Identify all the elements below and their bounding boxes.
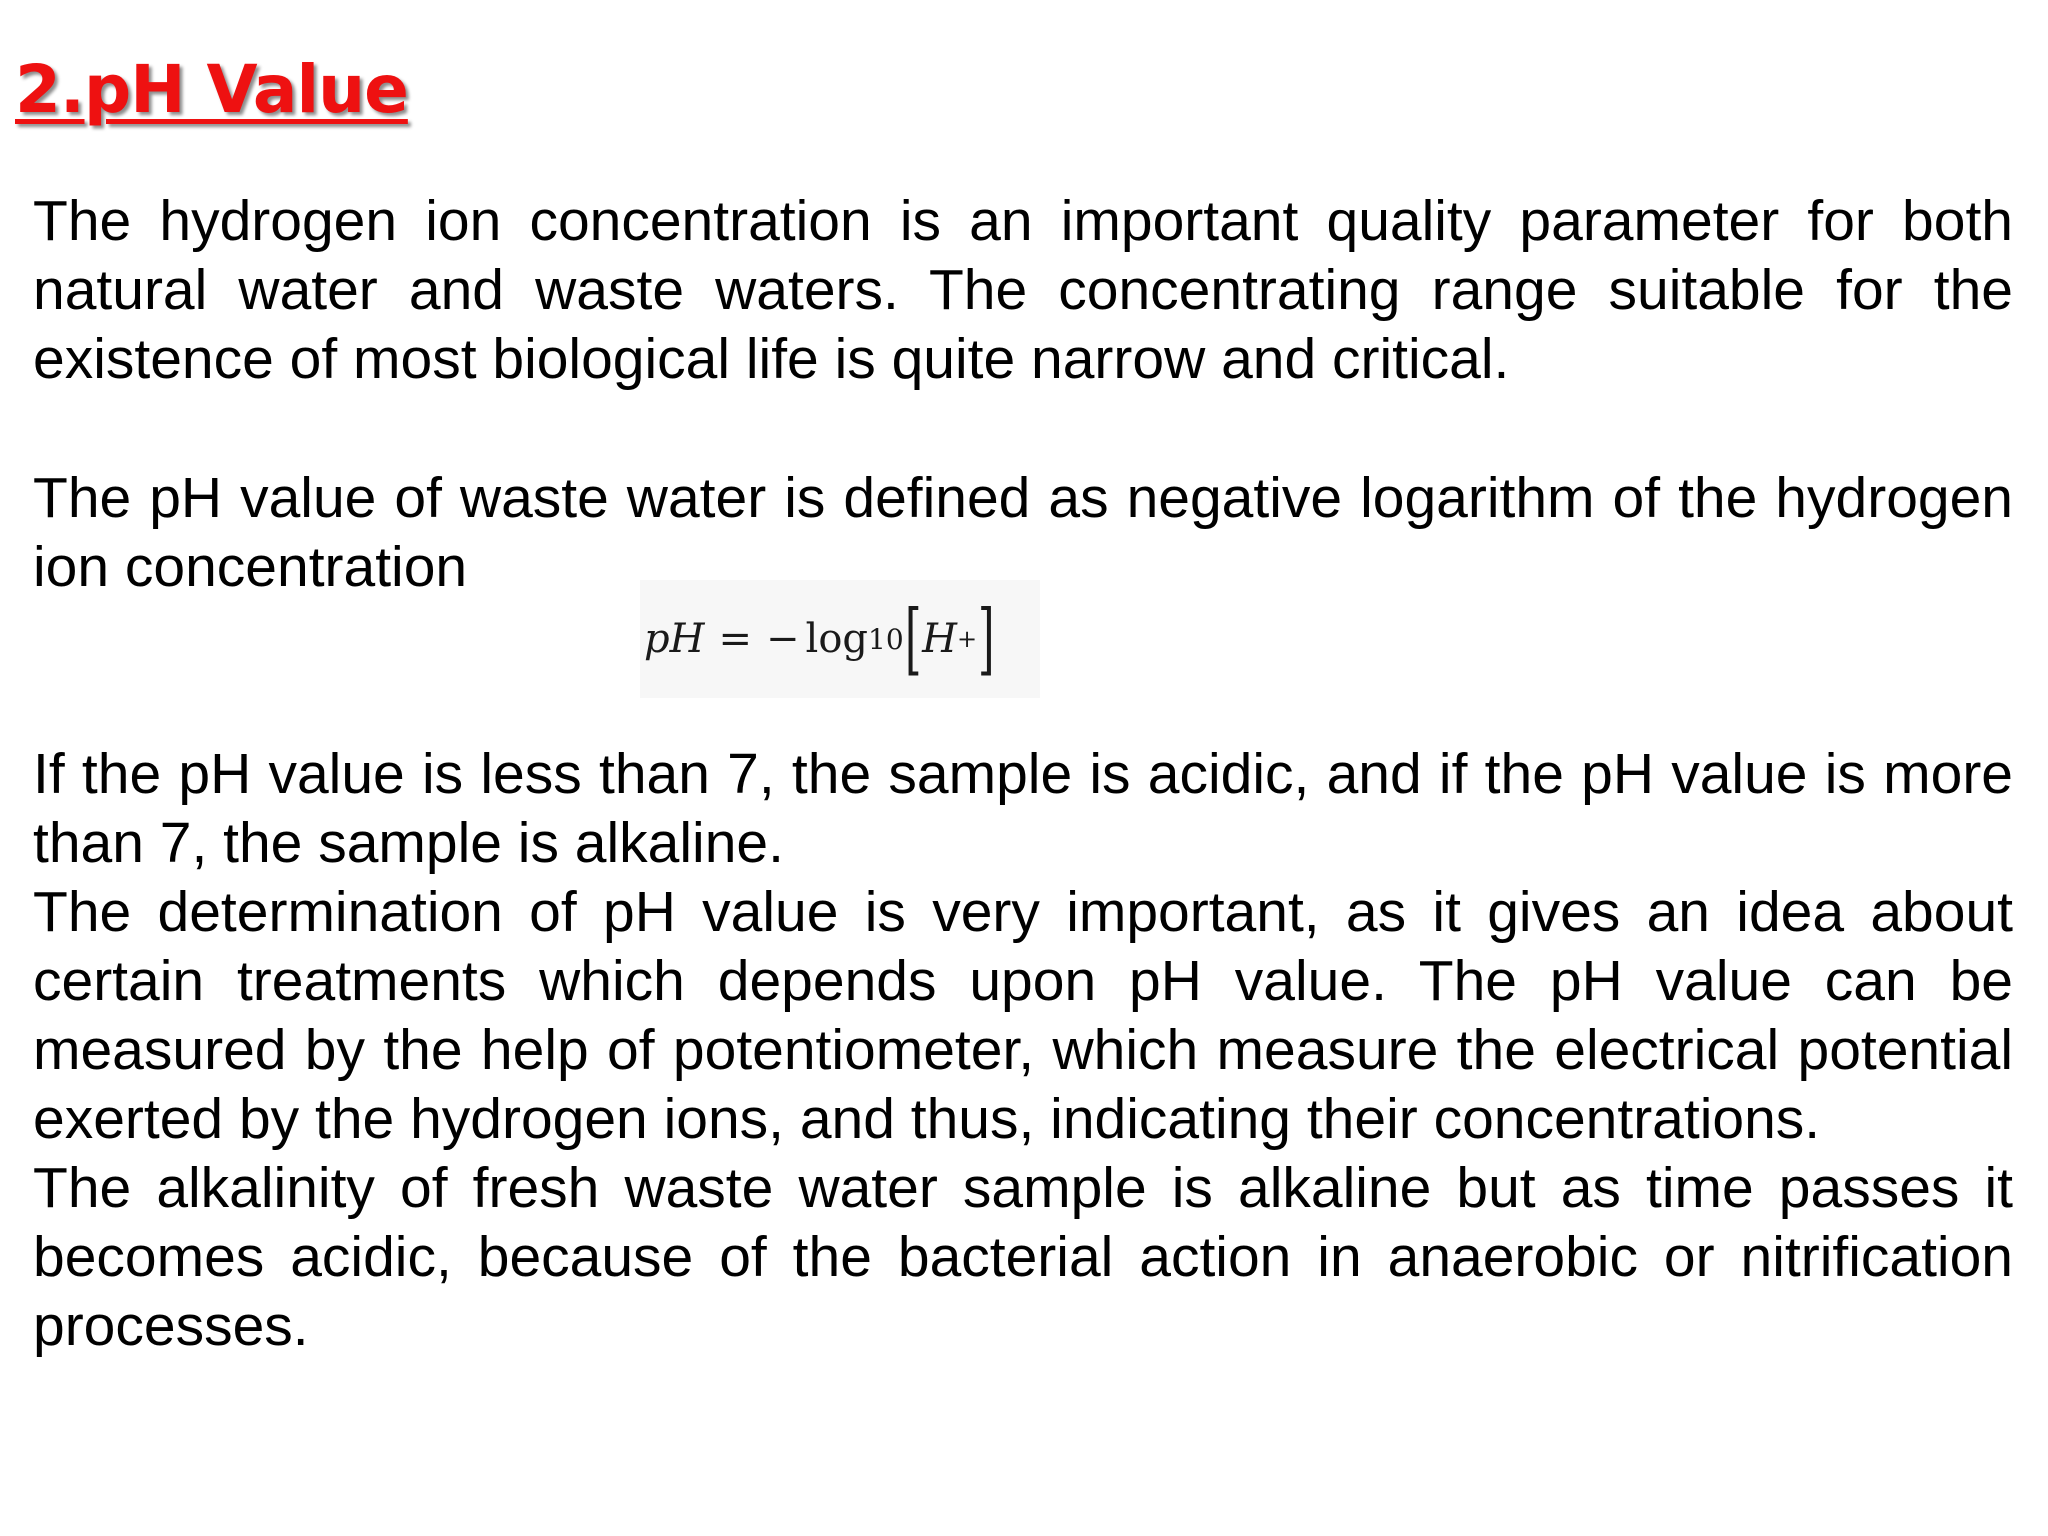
formula-charge: + — [956, 625, 978, 653]
paragraph-group-lower — [33, 740, 2013, 1361]
formula-variable: H — [922, 616, 957, 662]
paragraph-hydrogen-ion-intro: The hydrogen ion concentration is an important quality parameter for both natural water and waste waters. The concentrating range suitable for the existence of most biological life is quite narrow and critical. — [33, 189, 2013, 391]
paragraph-alkalinity: The alkalinity of fresh waste water sample is alkaline but as time passes it becomes acidic, because of the bacterial action in anaerobic or nitrification processes. — [33, 1156, 2013, 1358]
formula-right-bracket: ] — [977, 594, 995, 684]
formula-left-bracket: [ — [904, 594, 922, 684]
formula-lhs: pH — [644, 616, 705, 662]
formula-log: log — [805, 616, 869, 662]
ph-formula-image — [640, 580, 1040, 698]
paragraph-ph-definition: The pH value of waste water is defined as negative logarithm of the hydrogen ion concentration — [33, 466, 2013, 599]
paragraph-determination: The determination of pH value is very important, as it gives an idea about certain treatments which depends upon pH value. The pH value can be measured by the help of potentiometer, which measure the electrical potential exerted by the hydrogen ions, and thus, indicating their concentrations. — [33, 880, 2013, 1151]
paragraph-acidic-alkaline: If the pH value is less than 7, the sample is acidic, and if the pH value is more than 7, the sample is alkaline. — [33, 742, 2013, 875]
formula-equals: = — [718, 616, 753, 662]
formula-log-base: 10 — [868, 622, 904, 656]
page-title: 2.pH Value — [15, 51, 408, 128]
formula-minus: − — [766, 616, 800, 662]
